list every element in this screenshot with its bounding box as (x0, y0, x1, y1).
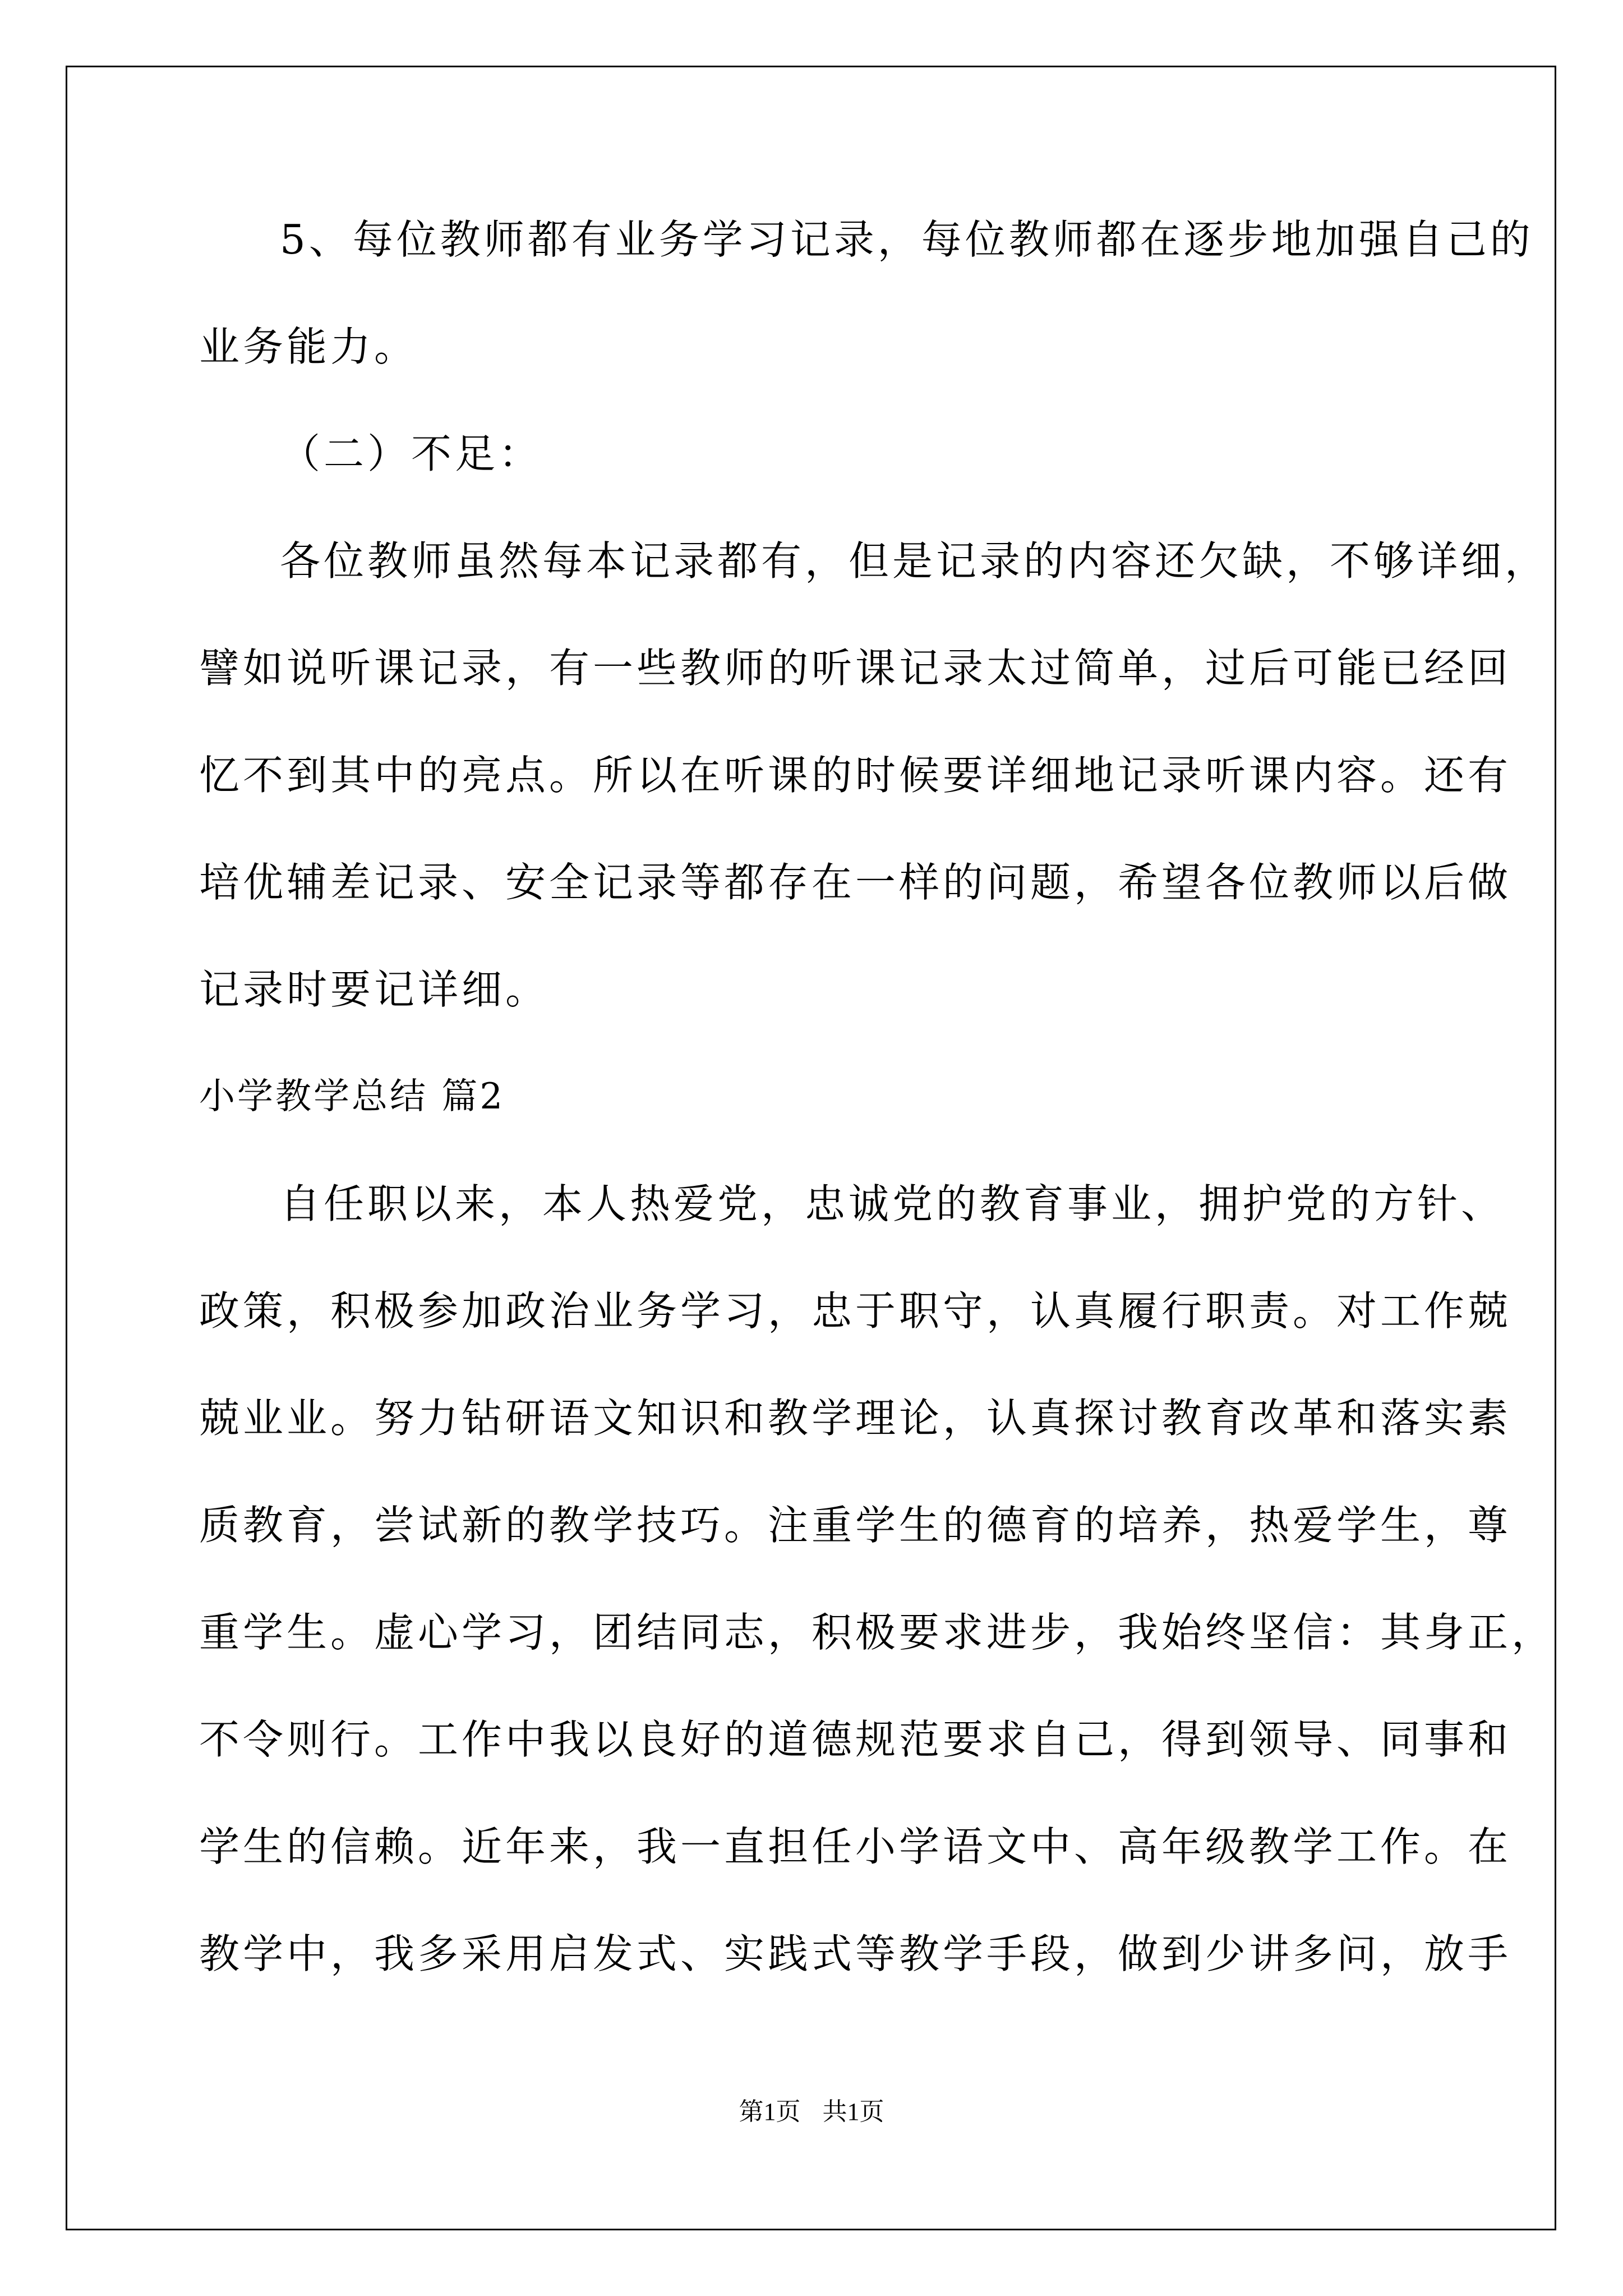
paragraph-line: 忆不到其中的亮点。所以在听课的时候要详细地记录听课内容。还有 (199, 752, 1512, 799)
paragraph-line: 自任职以来，本人热爱党，忠诚党的教育事业，拥护党的方针、 (280, 1180, 1505, 1227)
paragraph-line: 学生的信赖。近年来，我一直担任小学语文中、高年级教学工作。在 (199, 1823, 1512, 1870)
paragraph-line: 譬如说听课记录，有一些教师的听课记录太过简单，过后可能已经回 (199, 645, 1512, 692)
page-total: 共1页 (822, 2098, 884, 2125)
paragraph-line: 重学生。虚心学习，团结同志，积极要求进步，我始终坚信：其身正， (199, 1609, 1556, 1656)
document-body (199, 213, 1556, 1981)
paragraph-line: 教学中，我多采用启发式、实践式等教学手段，做到少讲多问，放手 (199, 1930, 1512, 1977)
section-subheading: （二）不足： (280, 430, 543, 477)
paragraph-line: 5、每位教师都有业务学习记录，每位教师都在逐步地加强自己的 (280, 216, 1534, 263)
paragraph-line: 记录时要记详细。 (199, 966, 550, 1013)
section-heading: 小学教学总结 篇2 (199, 1076, 505, 1117)
paragraph-line: 业务能力。 (199, 323, 418, 370)
paragraph-line: 质教育，尝试新的教学技巧。注重学生的德育的培养，热爱学生，尊 (199, 1502, 1512, 1549)
page-footer (0, 2098, 1623, 2126)
paragraph-line: 不令则行。工作中我以良好的道德规范要求自己，得到领导、同事和 (199, 1716, 1512, 1763)
paragraph-line: 兢业业。努力钻研语文知识和教学理论，认真探讨教育改革和落实素 (199, 1395, 1512, 1442)
paragraph-line: 各位教师虽然每本记录都有，但是记录的内容还欠缺，不够详细， (280, 537, 1549, 585)
paragraph-line: 政策，积极参加政治业务学习，忠于职守，认真履行职责。对工作兢 (199, 1287, 1512, 1335)
page-number: 第1页 (739, 2098, 801, 2125)
paragraph-line: 培优辅差记录、安全记录等都存在一样的问题，希望各位教师以后做 (199, 859, 1512, 906)
